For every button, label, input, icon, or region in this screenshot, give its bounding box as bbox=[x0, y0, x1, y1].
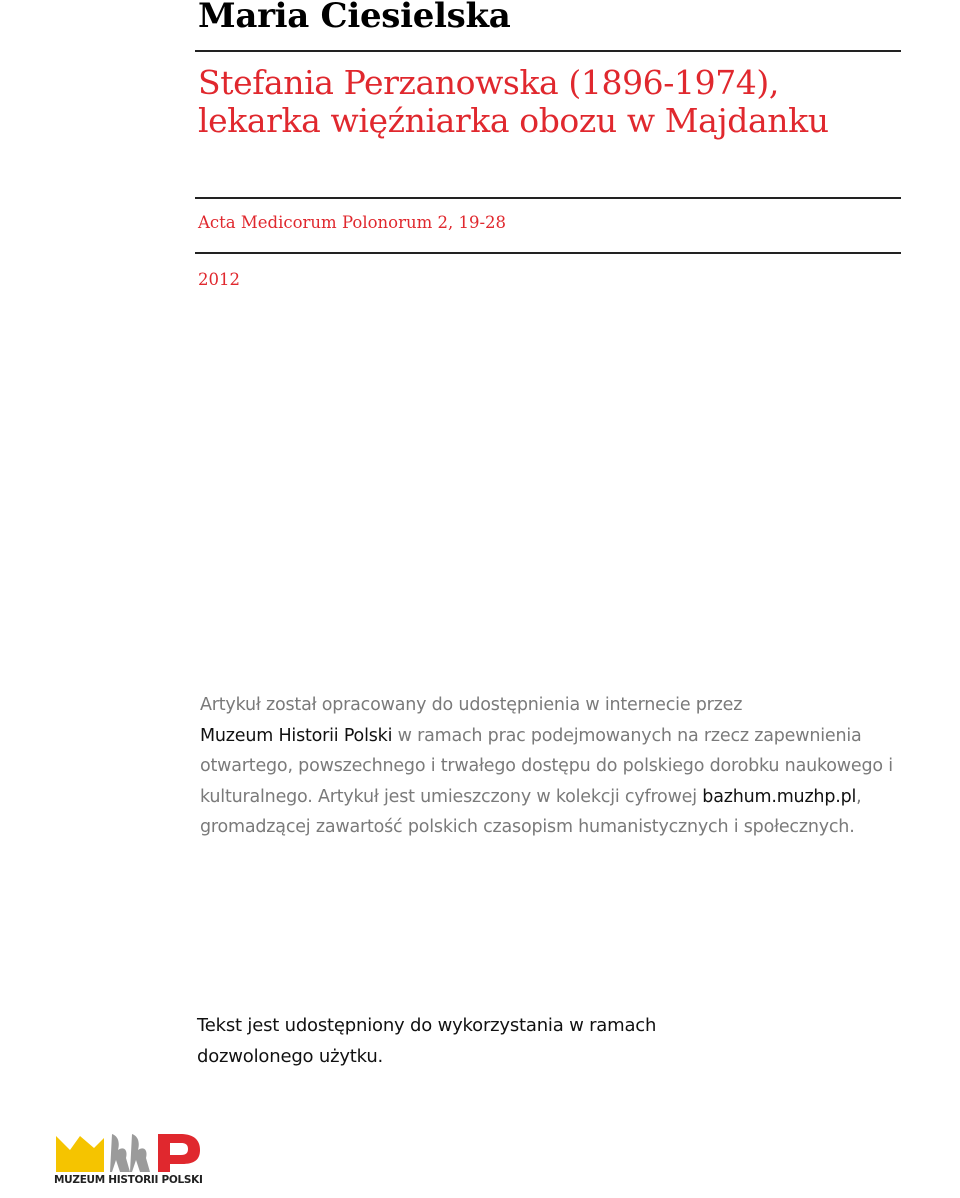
publication-year: 2012 bbox=[198, 270, 240, 289]
availability-notice bbox=[200, 690, 900, 843]
logo-red-p-shape bbox=[158, 1134, 200, 1172]
divider-middle bbox=[195, 197, 901, 199]
usage-notice: Tekst jest udostępniony do wykorzystania w ramach dozwolonego użytku. bbox=[197, 1015, 657, 1067]
notice-text-2: w ramach prac podejmowanych na rzecz zapewnienia otwartego, powszechnego i trwałego dostępu do polskiego dorobku naukowego i kulturalnego. Artykuł jest umieszczony w kolekcji cyfrowej bbox=[200, 725, 893, 807]
journal-citation: Acta Medicorum Polonorum 2, 19-28 bbox=[198, 213, 507, 232]
author-name: Maria Ciesielska bbox=[198, 0, 511, 36]
logo-caption: MUZEUM HISTORII POLSKI bbox=[54, 1174, 203, 1186]
logo-yellow-m-shape bbox=[56, 1136, 104, 1172]
divider-bottom bbox=[195, 252, 901, 254]
collection-link[interactable]: bazhum.muzhp.pl bbox=[702, 786, 857, 807]
divider-top bbox=[195, 50, 901, 52]
notice-text-1: Artykuł został opracowany do udostępnienia w internecie przez bbox=[200, 695, 743, 715]
article-title: Stefania Perzanowska (1896-1974), lekarka więźniarka obozu w Majdanku bbox=[198, 63, 829, 140]
notice-text-3: , gromadzącej zawartość polskich czasopism humanistycznych i społecznych. bbox=[200, 786, 862, 837]
museum-name: Muzeum Historii Polski bbox=[200, 725, 393, 746]
logo-gray-h-shape bbox=[110, 1134, 150, 1172]
